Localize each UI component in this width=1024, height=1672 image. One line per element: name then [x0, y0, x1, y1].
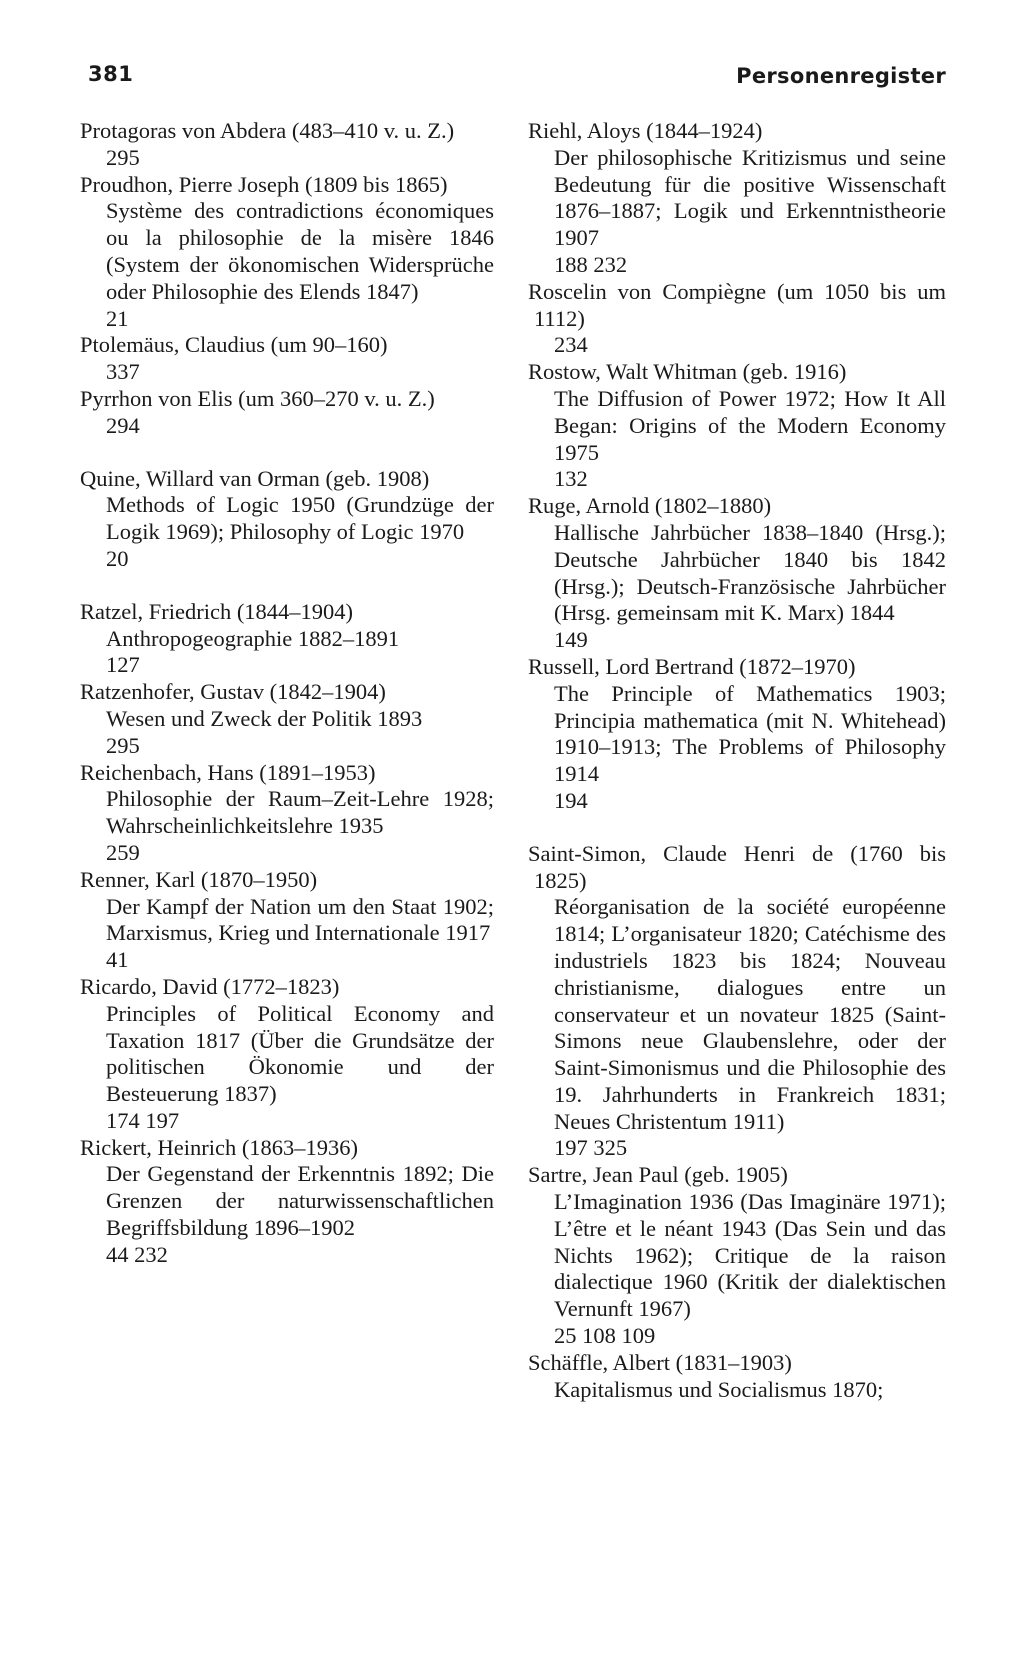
entry-page-refs: 194: [554, 787, 588, 813]
index-entry: [80, 118, 494, 172]
entry-works: Der philosophische Kritizismus und seine Bedeutung für die positive Wissenschaft 1876–1887; Logik und Erkenntnistheorie 1907: [554, 144, 946, 251]
entry-page-refs: 21: [106, 305, 129, 331]
index-entry: [528, 359, 946, 493]
entry-name: Rostow, Walt Whitman (geb. 1916): [528, 359, 847, 385]
entry-works: Der Gegenstand der Erkenntnis 1892; Die Grenzen der naturwissenschaftlichen Begriffsbildung 1896–1902: [106, 1161, 494, 1241]
index-entry: [80, 1135, 494, 1269]
page-header: [88, 62, 946, 102]
entry-name: Saint-Simon, Claude Henri de (1760 bis 1825): [528, 840, 946, 893]
index-entry: [528, 493, 946, 654]
index-entry: [528, 1162, 946, 1350]
index-entry: [80, 974, 494, 1135]
entry-works: The Diffusion of Power 1972; How It All Began: Origins of the Modern Economy 1975: [554, 385, 946, 465]
entry-name: Rickert, Heinrich (1863–1936): [80, 1134, 359, 1160]
entry-name: Ptolemäus, Claudius (um 90–160): [80, 332, 388, 358]
entry-name: Protagoras von Abdera (483–410 v. u. Z.): [80, 118, 455, 143]
entry-works: Der Kampf der Nation um den Staat 1902; Marxismus, Krieg und Internationale 1917: [106, 893, 494, 946]
entry-page-refs: 295: [106, 144, 140, 170]
entry-page-refs: 174 197: [106, 1107, 180, 1133]
index-entry: [528, 118, 946, 279]
index-entry: [80, 679, 494, 759]
entry-name: Sartre, Jean Paul (geb. 1905): [528, 1162, 788, 1188]
entry-works: Hallische Jahrbücher 1838–1840 (Hrsg.); Deutsche Jahrbücher 1840 bis 1842 (Hrsg.); Deutsch-Französische Jahrbücher (Hrsg. gemeinsam mit K. Marx) 1844: [554, 519, 946, 626]
entry-name: Proudhon, Pierre Joseph (1809 bis 1865): [80, 171, 448, 197]
index-column-left: [80, 118, 494, 1269]
entry-page-refs: 294: [106, 412, 140, 438]
entry-page-refs: 127: [106, 652, 140, 678]
entry-works: Wesen und Zweck der Politik 1893: [106, 705, 423, 731]
entry-page-refs: 234: [554, 332, 588, 358]
entry-works: The Principle of Mathematics 1903; Principia mathematica (mit N. Whitehead) 1910–1913; The Problems of Philosophy 1914: [554, 680, 946, 787]
entry-page-refs: 41: [106, 947, 129, 973]
entry-name: Russell, Lord Bertrand (1872–1970): [528, 653, 856, 679]
entry-page-refs: 197 325: [554, 1135, 628, 1161]
entry-page-refs: 295: [106, 732, 140, 758]
index-entry: [80, 386, 494, 440]
letter-group-gap: [528, 815, 946, 841]
entry-works: Principles of Political Economy and Taxation 1817 (Über die Grundsätze der politischen Ökonomie und der Besteuerung 1837): [106, 1000, 494, 1107]
entry-name: Reichenbach, Hans (1891–1953): [80, 759, 376, 785]
running-title: Personenregister: [736, 64, 946, 88]
entry-works: Système des contradictions économiques ou la philosophie de la misère 1846 (System der ökonomischen Widersprüche oder Philosophie des Elends 1847): [106, 198, 494, 304]
entry-works: Réorganisation de la société européenne 1814; L’organisateur 1820; Catéchisme des industriels 1823 bis 1824; Nouveau christianisme, dialogues entre un conservateur et un novateur 1825 (Saint-Simons neue Glaubenslehre, oder der Saint-Simonismus und die Philosophie des 19. Jahrhunderts in Frankreich 1831; Neues Christentum 1911): [554, 894, 946, 1134]
entry-name: Ricardo, David (1772–1823): [80, 973, 340, 999]
entry-works: Philosophie der Raum–Zeit-Lehre 1928; Wahrscheinlichkeitslehre 1935: [106, 786, 494, 839]
entry-page-refs: 259: [106, 839, 140, 865]
entry-page-refs: 132: [554, 466, 588, 492]
index-entry: [80, 466, 494, 573]
entry-page-refs: 44 232: [106, 1241, 168, 1267]
entry-name: Schäffle, Albert (1831–1903): [528, 1349, 792, 1375]
entry-name: Ruge, Arnold (1802–1880): [528, 493, 772, 519]
letter-group-gap: [80, 573, 494, 599]
index-column-right: [528, 118, 946, 1403]
index-entry: [80, 332, 494, 386]
index-entry: [528, 654, 946, 815]
letter-group-gap: [80, 440, 494, 466]
entry-name: Renner, Karl (1870–1950): [80, 866, 318, 892]
index-entry: [80, 760, 494, 867]
entry-page-refs: 188 232: [554, 251, 628, 277]
index-entry: [80, 172, 494, 333]
entry-page-refs: 25 108 109: [554, 1323, 656, 1349]
entry-name: Ratzenhofer, Gustav (1842–1904): [80, 679, 386, 705]
entry-name: Pyrrhon von Elis (um 360–270 v. u. Z.): [80, 385, 435, 411]
entry-works: Methods of Logic 1950 (Grundzüge der Logik 1969); Philosophy of Logic 1970: [106, 492, 494, 545]
entry-works: Anthropogeographie 1882–1891: [106, 625, 400, 651]
entry-name: Ratzel, Friedrich (1844–1904): [80, 598, 354, 624]
entry-page-refs: 149: [554, 627, 588, 653]
entry-works: L’Imagination 1936 (Das Imaginäre 1971); L’être et le néant 1943 (Das Sein und das Nichts 1962); Critique de la raison dialectique 1960 (Kritik der dialektischen Vernunft 1967): [554, 1189, 946, 1322]
entry-page-refs: 337: [106, 359, 140, 385]
entry-name: Roscelin von Compiègne (um 1050 bis um 1112): [528, 278, 946, 331]
index-entry: [528, 841, 946, 1163]
index-entry: [528, 279, 946, 359]
entry-page-refs: 20: [106, 545, 129, 571]
entry-works: Kapitalismus und Socialismus 1870;: [554, 1376, 884, 1402]
page-number: 381: [88, 62, 134, 86]
index-entry: [528, 1350, 946, 1404]
entry-name: Riehl, Aloys (1844–1924): [528, 118, 763, 143]
index-entry: [80, 867, 494, 974]
entry-name: Quine, Willard van Orman (geb. 1908): [80, 465, 430, 491]
index-entry: [80, 599, 494, 679]
